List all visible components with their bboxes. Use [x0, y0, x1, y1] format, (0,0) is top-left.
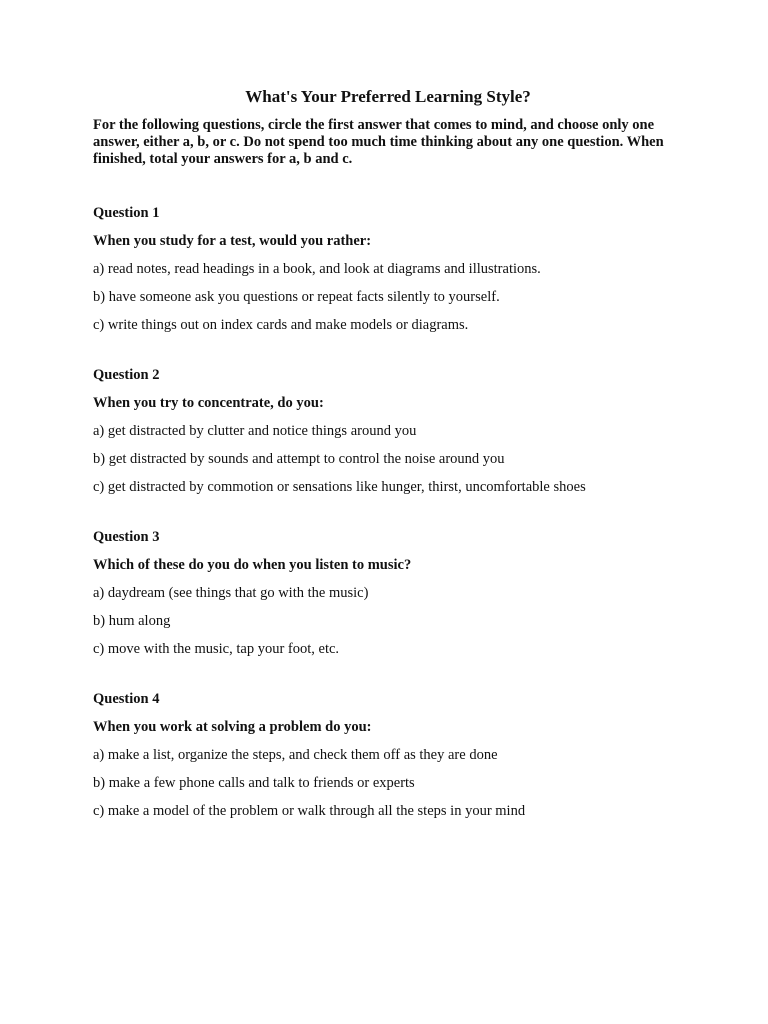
answer-option-a: a) get distracted by clutter and notice things around you	[93, 423, 417, 439]
question-label: Question 2	[93, 367, 160, 383]
answer-option-c: c) write things out on index cards and make models or diagrams.	[93, 317, 469, 333]
answer-option-b: b) make a few phone calls and talk to friends or experts	[93, 775, 415, 791]
question-prompt: When you work at solving a problem do you:	[93, 719, 372, 735]
answer-option-c: c) make a model of the problem or walk through all the steps in your mind	[93, 803, 526, 819]
answer-option-b: b) hum along	[93, 613, 171, 629]
question-3	[93, 529, 683, 658]
question-label: Question 4	[93, 691, 160, 707]
question-prompt: Which of these do you do when you listen to music?	[93, 557, 412, 573]
question-2	[93, 367, 683, 496]
document-title: What's Your Preferred Learning Style?	[245, 87, 531, 106]
question-label: Question 3	[93, 529, 160, 545]
answer-option-a: a) make a list, organize the steps, and check them off as they are done	[93, 747, 498, 763]
question-4	[93, 691, 683, 820]
answer-option-a: a) daydream (see things that go with the music)	[93, 585, 369, 601]
answer-option-c: c) move with the music, tap your foot, etc.	[93, 641, 340, 657]
document-intro: For the following questions, circle the first answer that comes to mind, and choose only one answer, either a, b, or c. Do not spend too much time thinking about any one question. When finished, total your answers for a, b and c.	[93, 117, 664, 167]
question-prompt: When you try to concentrate, do you:	[93, 395, 324, 411]
document-page	[93, 86, 683, 820]
answer-option-b: b) have someone ask you questions or repeat facts silently to yourself.	[93, 289, 500, 305]
answer-option-c: c) get distracted by commotion or sensations like hunger, thirst, uncomfortable shoes	[93, 479, 586, 495]
question-label: Question 1	[93, 205, 160, 221]
answer-option-a: a) read notes, read headings in a book, and look at diagrams and illustrations.	[93, 261, 541, 277]
question-1	[93, 205, 683, 334]
question-prompt: When you study for a test, would you rather:	[93, 233, 372, 249]
answer-option-b: b) get distracted by sounds and attempt to control the noise around you	[93, 451, 505, 467]
